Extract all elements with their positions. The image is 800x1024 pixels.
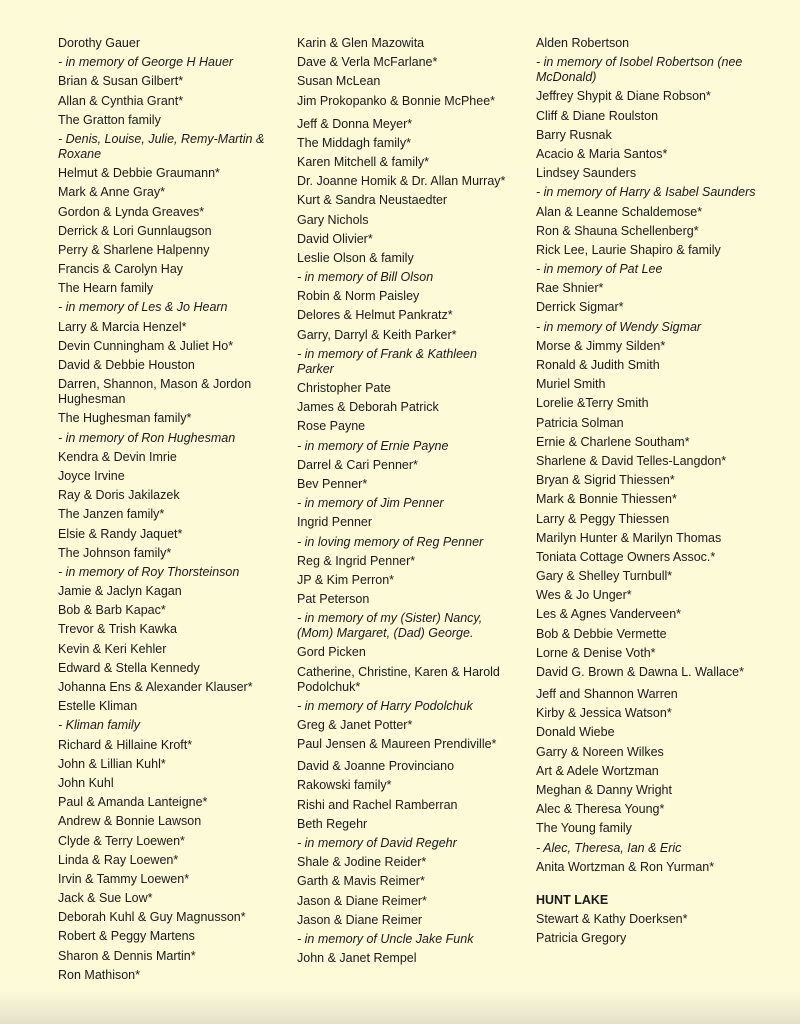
donor-name: Edward & Stella Kennedy bbox=[58, 660, 200, 675]
memorial-note: - in memory of Jim Penner bbox=[297, 496, 444, 511]
donor-name: David G. Brown & Dawna L. Wallace* bbox=[536, 665, 744, 679]
donor-name: Marilyn Hunter & Marilyn Thomas bbox=[536, 530, 722, 545]
donor-name: Andrew & Bonnie Lawson bbox=[58, 814, 202, 829]
donor-name: Garth & Mavis Reimer* bbox=[297, 874, 425, 889]
memorial-note: - in memory of Ernie Payne bbox=[297, 438, 449, 453]
memorial-note: - in memory of my (Sister) Nancy, (Mom) Margaret, (Dad) George. bbox=[297, 611, 483, 641]
donor-name: Reg & Ingrid Penner* bbox=[297, 553, 416, 568]
donor-name: Greg & Janet Potter* bbox=[297, 718, 413, 732]
memorial-note: - in memory of Isobel Robertson (nee McDonald) bbox=[536, 55, 743, 85]
donor-name: Ernie & Charlene Southam* bbox=[536, 434, 690, 449]
donor-name: Sharlene & David Telles-Langdon* bbox=[536, 453, 727, 468]
donor-name: Jack & Sue Low* bbox=[58, 891, 153, 906]
donor-name: The Gratton family bbox=[58, 112, 161, 127]
donor-name: Donald Wiebe bbox=[536, 725, 615, 740]
donor-name: Bryan & Sigrid Thiessen* bbox=[536, 473, 675, 488]
memorial-note: - in memory of David Regehr bbox=[297, 835, 457, 850]
donor-name: Deborah Kuhl & Guy Magnusson* bbox=[58, 910, 246, 925]
donor-name: David & Joanne Provinciano bbox=[297, 759, 455, 774]
memorial-note: - in loving memory of Reg Penner bbox=[297, 534, 484, 549]
donor-name: Karin & Glen Mazowita bbox=[297, 36, 425, 50]
donor-name: Clyde & Terry Loewen* bbox=[58, 833, 185, 848]
memorial-note: - in memory of Pat Lee bbox=[536, 262, 663, 277]
donor-name: The Hearn family bbox=[58, 281, 154, 296]
donor-name: Trevor & Trish Kawka bbox=[58, 622, 178, 637]
donor-name: Karen Mitchell & family* bbox=[297, 154, 429, 169]
donor-name: Perry & Sharlene Halpenny bbox=[58, 242, 210, 257]
donor-name: Les & Agnes Vanderveen* bbox=[536, 607, 682, 622]
donor-name: Patricia Gregory bbox=[536, 931, 627, 946]
donor-name: Estelle Kliman bbox=[58, 699, 138, 714]
donor-name: Jamie & Jaclyn Kagan bbox=[58, 584, 182, 599]
donor-name: Paul & Amanda Lanteigne* bbox=[58, 795, 208, 810]
donor-name: James & Deborah Patrick bbox=[297, 400, 439, 415]
donor-name: Muriel Smith bbox=[536, 377, 606, 392]
donor-name: Rakowski family* bbox=[297, 778, 392, 793]
donor-name: Rae Shnier* bbox=[536, 281, 604, 296]
donor-name: Morse & Jimmy Silden* bbox=[536, 338, 666, 353]
donor-name: Beth Regehr bbox=[297, 816, 368, 831]
donor-name: Jeffrey Shypit & Diane Robson* bbox=[536, 89, 711, 104]
donor-name: Leslie Olson & family bbox=[297, 250, 414, 265]
donor-name: Mark & Bonnie Thiessen* bbox=[536, 492, 677, 507]
donor-name: Mark & Anne Gray* bbox=[58, 185, 165, 200]
donor-name: Rick Lee, Laurie Shapiro & family bbox=[536, 242, 721, 257]
donor-name: Robert & Peggy Martens bbox=[58, 929, 195, 944]
donor-name: Alan & Leanne Schaldemose* bbox=[536, 204, 703, 219]
donor-name: Gord Picken bbox=[297, 645, 366, 660]
donor-name: Lindsey Saunders bbox=[536, 166, 637, 181]
donor-name: Helmut & Debbie Graumann* bbox=[58, 166, 220, 181]
donor-name: Anita Wortzman & Ron Yurman* bbox=[536, 859, 715, 874]
donor-name: John & Janet Rempel bbox=[297, 951, 417, 966]
donor-name: Ray & Doris Jakilazek bbox=[58, 488, 180, 503]
donor-name: John Kuhl bbox=[58, 775, 114, 790]
donor-name: Art & Adele Wortzman bbox=[536, 763, 659, 778]
donor-name: Lorne & Denise Voth* bbox=[536, 645, 656, 660]
donor-name: Wes & Jo Unger* bbox=[536, 588, 632, 603]
memorial-note: - in memory of Uncle Jake Funk bbox=[297, 931, 474, 946]
donor-column-1 bbox=[58, 36, 273, 987]
memorial-note: - in memory of Roy Thorsteinson bbox=[58, 564, 240, 579]
donor-name: Kevin & Keri Kehler bbox=[58, 641, 167, 656]
memorial-note: - in memory of George H Hauer bbox=[58, 55, 234, 70]
donor-name: Brian & Susan Gilbert* bbox=[58, 74, 184, 89]
donor-name: Lorelie &Terry Smith bbox=[536, 396, 649, 411]
donor-name: Jason & Diane Reimer* bbox=[297, 893, 427, 908]
donor-name: Bev Penner* bbox=[297, 476, 368, 491]
memorial-note: - in memory of Harry Podolchuk bbox=[297, 698, 473, 713]
donor-name: Joyce Irvine bbox=[58, 468, 125, 483]
donor-name: Larry & Peggy Thiessen bbox=[536, 511, 670, 526]
donor-name: Christopher Pate bbox=[297, 381, 391, 395]
donor-name: David & Debbie Houston bbox=[58, 358, 195, 372]
donor-name: Meghan & Danny Wright bbox=[536, 782, 672, 797]
donor-name: Jason & Diane Reimer bbox=[297, 912, 423, 927]
donor-name: Dorothy Gauer bbox=[58, 36, 140, 50]
donor-name: Pat Peterson bbox=[297, 592, 370, 607]
donor-name: Toniata Cottage Owners Assoc.* bbox=[536, 549, 716, 564]
donor-name: Ingrid Penner bbox=[297, 515, 373, 530]
donor-name: Garry, Darryl & Keith Parker* bbox=[297, 327, 457, 342]
donor-name: Derrick & Lori Gunnlaugson bbox=[58, 223, 212, 238]
donor-name: The Johnson family* bbox=[58, 545, 172, 560]
donor-name: Kirby & Jessica Watson* bbox=[536, 706, 672, 721]
donor-name: Larry & Marcia Henzel* bbox=[58, 319, 187, 334]
donor-name: Stewart & Kathy Doerksen* bbox=[536, 911, 688, 926]
donor-name: Patricia Solman bbox=[536, 415, 624, 430]
donor-name: Francis & Carolyn Hay bbox=[58, 262, 184, 277]
section-heading: HUNT LAKE bbox=[536, 892, 609, 907]
donor-name: Susan McLean bbox=[297, 74, 381, 89]
donor-name: Kurt & Sandra Neustaedter bbox=[297, 193, 448, 208]
donor-name: Darrel & Cari Penner* bbox=[297, 457, 418, 472]
memorial-note: - Denis, Louise, Julie, Remy-Martin & Roxane bbox=[58, 131, 265, 161]
donor-name: Ronald & Judith Smith bbox=[536, 358, 660, 372]
memorial-note: - in memory of Wendy Sigmar bbox=[536, 319, 702, 334]
donor-name: Jeff & Donna Meyer* bbox=[297, 116, 413, 131]
donor-name: Ron Mathison* bbox=[58, 967, 140, 982]
donor-name: Dr. Joanne Homik & Dr. Allan Murray* bbox=[297, 174, 506, 189]
donor-name: Paul Jensen & Maureen Prendiville* bbox=[297, 737, 497, 752]
donor-name: Delores & Helmut Pankratz* bbox=[297, 308, 453, 323]
donor-name: Acacio & Maria Santos* bbox=[536, 146, 668, 161]
memorial-note: - in memory of Les & Jo Hearn bbox=[58, 300, 228, 315]
donor-name: Derrick Sigmar* bbox=[536, 300, 624, 315]
donor-name: Elsie & Randy Jaquet* bbox=[58, 526, 183, 541]
memorial-note: - Kliman family bbox=[58, 718, 140, 733]
donor-column-3 bbox=[536, 36, 766, 950]
donor-name: Johanna Ens & Alexander Klauser* bbox=[58, 680, 253, 694]
donor-column-2 bbox=[297, 36, 512, 970]
donor-name: The Middagh family* bbox=[297, 135, 411, 150]
donor-name: JP & Kim Perron* bbox=[297, 572, 395, 587]
donor-name: Shale & Jodine Reider* bbox=[297, 855, 427, 870]
donor-name: Dave & Verla McFarlane* bbox=[297, 55, 438, 70]
memorial-note: - Alec, Theresa, Ian & Eric bbox=[536, 840, 682, 855]
donor-name: Devin Cunningham & Juliet Ho* bbox=[58, 338, 234, 353]
donor-name: Alec & Theresa Young* bbox=[536, 802, 665, 817]
donor-name: Irvin & Tammy Loewen* bbox=[58, 871, 190, 886]
donor-name: Cliff & Diane Roulston bbox=[536, 108, 659, 123]
donor-name: Sharon & Dennis Martin* bbox=[58, 948, 196, 963]
donor-name: The Young family bbox=[536, 821, 632, 836]
donor-name: Rose Payne bbox=[297, 419, 366, 434]
donor-name: Linda & Ray Loewen* bbox=[58, 852, 179, 867]
donor-name: Gary & Shelley Turnbull* bbox=[536, 569, 673, 584]
donor-name: Kendra & Devin Imrie bbox=[58, 449, 177, 464]
donor-name: Allan & Cynthia Grant* bbox=[58, 93, 184, 108]
memorial-note: - in memory of Harry & Isabel Saunders bbox=[536, 185, 756, 200]
donor-name: Barry Rusnak bbox=[536, 127, 612, 142]
donor-name: John & Lillian Kuhl* bbox=[58, 756, 166, 771]
donor-name: Garry & Noreen Wilkes bbox=[536, 744, 664, 759]
donor-name: Gary Nichols bbox=[297, 212, 369, 227]
donor-name: The Janzen family* bbox=[58, 507, 165, 522]
donor-name: The Hughesman family* bbox=[58, 411, 192, 426]
memorial-note: - in memory of Frank & Kathleen Parker bbox=[297, 346, 477, 376]
donor-name: Jim Prokopanko & Bonnie McPhee* bbox=[297, 93, 496, 108]
donor-name: Rishi and Rachel Ramberran bbox=[297, 797, 458, 812]
donor-name: Catherine, Christine, Karen & Harold Podolchuk* bbox=[297, 664, 500, 694]
donor-name: Robin & Norm Paisley bbox=[297, 289, 420, 304]
donor-name: Darren, Shannon, Mason & Jordon Hughesman bbox=[58, 377, 252, 407]
donor-name: Gordon & Lynda Greaves* bbox=[58, 204, 205, 219]
donor-name: Richard & Hillaine Kroft* bbox=[58, 737, 193, 752]
donor-name: Jeff and Shannon Warren bbox=[536, 687, 678, 701]
donor-name: Bob & Debbie Vermette bbox=[536, 626, 667, 641]
donor-name: David Olivier* bbox=[297, 231, 373, 246]
memorial-note: - in memory of Bill Olson bbox=[297, 270, 434, 285]
donor-name: Alden Robertson bbox=[536, 36, 630, 50]
memorial-note: - in memory of Ron Hughesman bbox=[58, 430, 236, 445]
donor-name: Bob & Barb Kapac* bbox=[58, 603, 166, 618]
page-bottom-shadow bbox=[0, 990, 800, 1024]
donor-name: Ron & Shauna Schellenberg* bbox=[536, 223, 699, 238]
